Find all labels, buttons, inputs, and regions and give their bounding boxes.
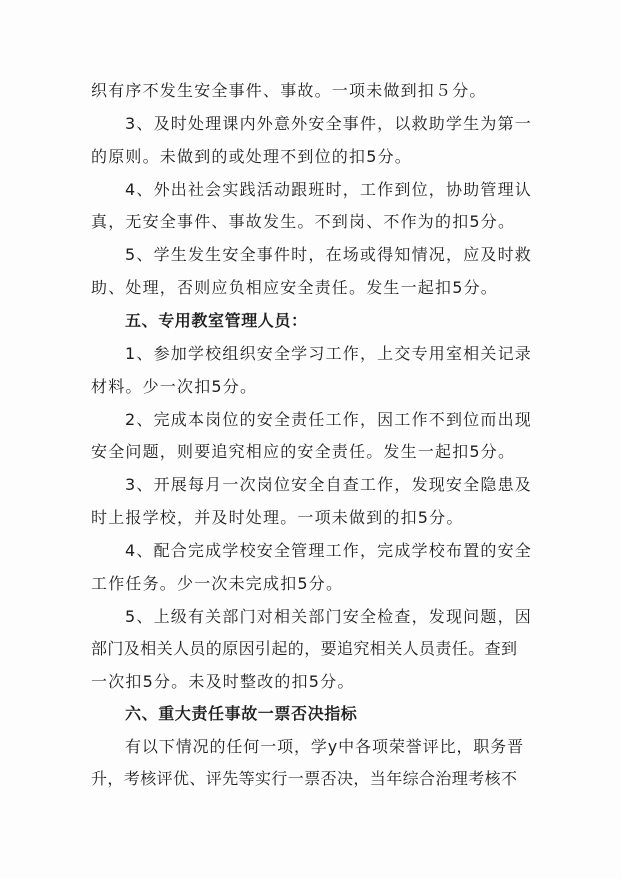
text-line: 织有序不发生安全事件、事故。一项未做到扣５分。	[91, 81, 487, 100]
text-line: 部门及相关人员的原因引起的，要追究相关人员责任。查到	[91, 639, 518, 658]
text-line: 真，无安全事件、事故发生。不到岗、不作为的扣5分。	[91, 212, 516, 231]
text-line: 工作任务。少一次未完成扣5分。	[91, 574, 344, 593]
text-line: 4、配合完成学校安全管理工作，完成学校布置的安全	[125, 541, 532, 560]
text-line: 升，考核评优、评先等实行一票否决，当年综合治理考核不	[91, 769, 518, 788]
section-heading-6: 六、重大责任事故一票否决指标	[125, 704, 358, 723]
text-line: 的原则。未做到的或处理不到位的扣5分。	[91, 147, 412, 166]
text-line: 安全问题，则要追究相应的安全责任。发生一起扣5分。	[91, 442, 516, 461]
text-line: 4、外出社会实践活动跟班时，工作到位，协助管理认	[125, 180, 532, 199]
text-line: 一次扣5分。未及时整改的扣5分。	[91, 672, 355, 691]
section-heading-5: 五、专用教室管理人员：	[125, 311, 308, 330]
text-line: 材料。少一次扣5分。	[91, 377, 258, 396]
text-line: 1、参加学校组织安全学习工作，上交专用室相关记录	[125, 344, 532, 363]
text-line: 3、及时处理课内外意外安全事件，以救助学生为第一	[125, 114, 532, 133]
text-line: 时上报学校，并及时处理。一项未做到的扣5分。	[91, 508, 464, 527]
text-line: 3、开展每月一次岗位安全自查工作，发现安全隐患及	[125, 475, 532, 494]
text-line: 2、完成本岗位的安全责任工作，因工作不到位而出现	[125, 410, 532, 429]
text-line: 5、上级有关部门对相关部门安全检查，发现问题，因	[125, 607, 532, 626]
text-line: 有以下情况的任何一项，学y中各项荣誉评比，职务晋	[125, 737, 525, 756]
text-line: 助、处理，否则应负相应安全责任。发生一起扣5分。	[91, 278, 498, 297]
text-line: 5、学生发生安全事件时，在场或得知情况，应及时救	[125, 245, 532, 264]
